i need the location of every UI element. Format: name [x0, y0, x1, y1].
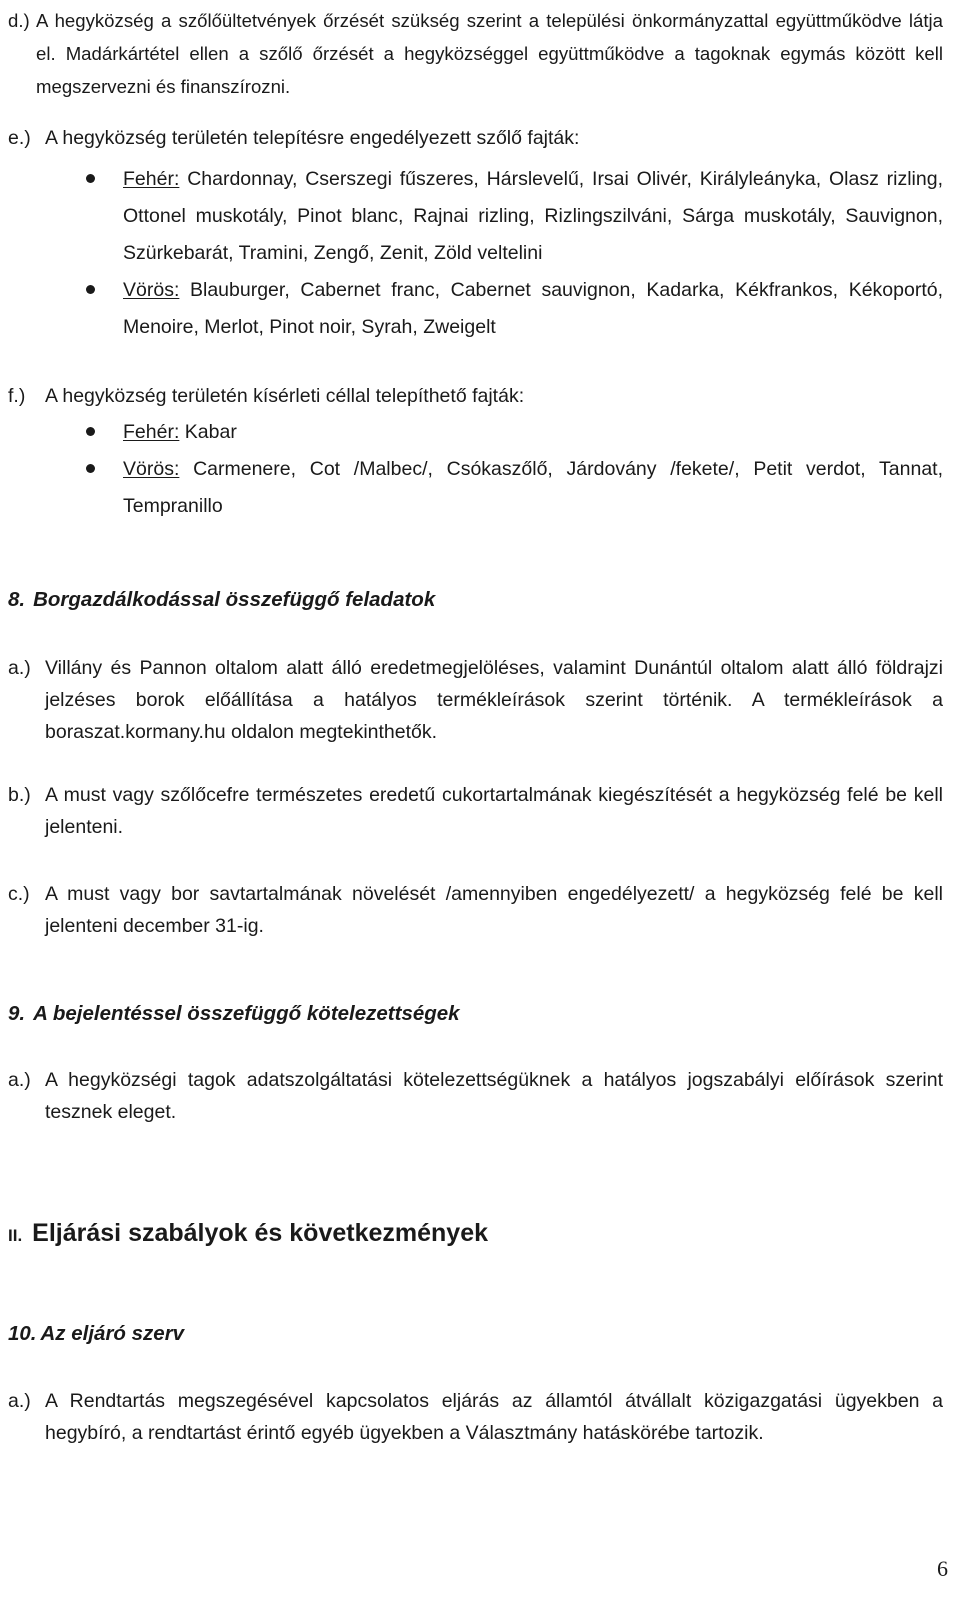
paragraph-d [8, 4, 943, 103]
list-item-red [0, 451, 943, 525]
paragraph-label: a.) [8, 657, 31, 679]
variety-list: Blauburger, Cabernet franc, Cabernet sauvignon, Kadarka, Kékfrankos, Kékoportó, Menoire, Merlot, Pinot noir, Syrah, Zweigelt [123, 279, 944, 338]
bullet-icon [86, 174, 95, 183]
section-title: A bejelentéssel összefüggő kötelezettségek [33, 1002, 460, 1025]
section-heading-8 [8, 588, 435, 612]
paragraph-label: f.) [8, 385, 26, 407]
section-number: 10. [8, 1322, 37, 1345]
page-number: 6 [937, 1556, 948, 1581]
category-label: Fehér: [123, 168, 180, 190]
paragraph-text: A hegyközség területén kísérleti céllal telepíthető fajták: [45, 385, 525, 407]
variety-list: Chardonnay, Cserszegi fűszeres, Hárslevelű, Irsai Olivér, Királyleányka, Olasz rizling, Ottonel muskotály, Pinot blanc, Rajnai rizling, Rizlingszilváni, Sárga muskotály, Sauvignon, Szürkebarát, Tramini, Zengő, Zenit, Zöld veltelini [123, 168, 943, 264]
section-number: 9. [8, 1002, 26, 1025]
category-label: Fehér: [123, 421, 180, 443]
paragraph-label: c.) [8, 883, 30, 905]
paragraph-label: a.) [8, 1069, 31, 1091]
section-heading-9 [8, 1002, 460, 1026]
paragraph-9a [8, 1064, 943, 1128]
paragraph-8a [8, 652, 943, 748]
paragraph-text: A must vagy szőlőcefre természetes eredetű cukortartalmának kiegészítését a hegyközség felé be kell jelenteni. [45, 784, 943, 838]
paragraph-text: Villány és Pannon oltalom alatt álló eredetmegjelöléses, valamint Dunántúl oltalom alatt álló földrajzi jelzéses borok előállítása a hatályos termékleírások szerint történik. A termékleírások a boraszat.kormany.hu oldalon megtekinthetők. [45, 657, 943, 743]
paragraph-f [8, 380, 943, 412]
paragraph-label: b.) [8, 784, 31, 806]
experimental-varieties-list [0, 414, 943, 525]
allowed-varieties-list [0, 161, 943, 346]
paragraph-label: e.) [8, 127, 31, 149]
bullet-icon [86, 464, 95, 473]
chapter-heading [8, 1219, 488, 1248]
list-item-white [0, 161, 943, 272]
category-label: Vörös: [123, 458, 180, 480]
variety-list: Carmenere, Cot /Malbec/, Csókaszőlő, Járdovány /fekete/, Petit verdot, Tannat, Tempranillo [123, 458, 943, 517]
paragraph-text: A must vagy bor savtartalmának növelését /amennyiben engedélyezett/ a hegyközség felé be kell jelenteni december 31-ig. [45, 883, 943, 937]
paragraph-e [8, 122, 943, 154]
section-title: Az eljáró szerv [40, 1322, 185, 1345]
variety-list: Kabar [184, 421, 237, 443]
chapter-title: Eljárási szabályok és következmények [32, 1219, 489, 1247]
section-number: 8. [8, 588, 26, 611]
bullet-icon [86, 285, 95, 294]
paragraph-text: A hegyközségi tagok adatszolgáltatási kötelezettségüknek a hatályos jogszabályi előírások szerint tesznek eleget. [45, 1069, 943, 1123]
list-item-red [0, 272, 943, 346]
bullet-icon [86, 427, 95, 436]
paragraph-text: A Rendtartás megszegésével kapcsolatos eljárás az államtól átvállalt közigazgatási ügyekben a hegybíró, a rendtartást érintő egyéb ügyekben a Választmány hatáskörébe tartozik. [45, 1390, 943, 1444]
paragraph-label: a.) [8, 1390, 31, 1412]
paragraph-text: A hegyközség a szőlőültetvények őrzését szükség szerint a települési önkormányzattal együttműködve látja el. Madárkártétel ellen a szőlő őrzését a hegyközséggel együttműködve a tagoknak egymás között kell megszervezni és finanszírozni. [36, 10, 943, 97]
paragraph-10a [8, 1385, 943, 1449]
section-heading-10 [8, 1322, 184, 1346]
paragraph-label: d.) [8, 10, 30, 31]
category-label: Vörös: [123, 279, 180, 301]
chapter-number: II. [8, 1226, 23, 1245]
paragraph-text: A hegyközség területén telepítésre engedélyezett szőlő fajták: [45, 127, 580, 149]
paragraph-8b [8, 779, 943, 843]
section-title: Borgazdálkodással összefüggő feladatok [33, 588, 436, 611]
list-item-white [0, 414, 943, 451]
paragraph-8c [8, 878, 943, 942]
